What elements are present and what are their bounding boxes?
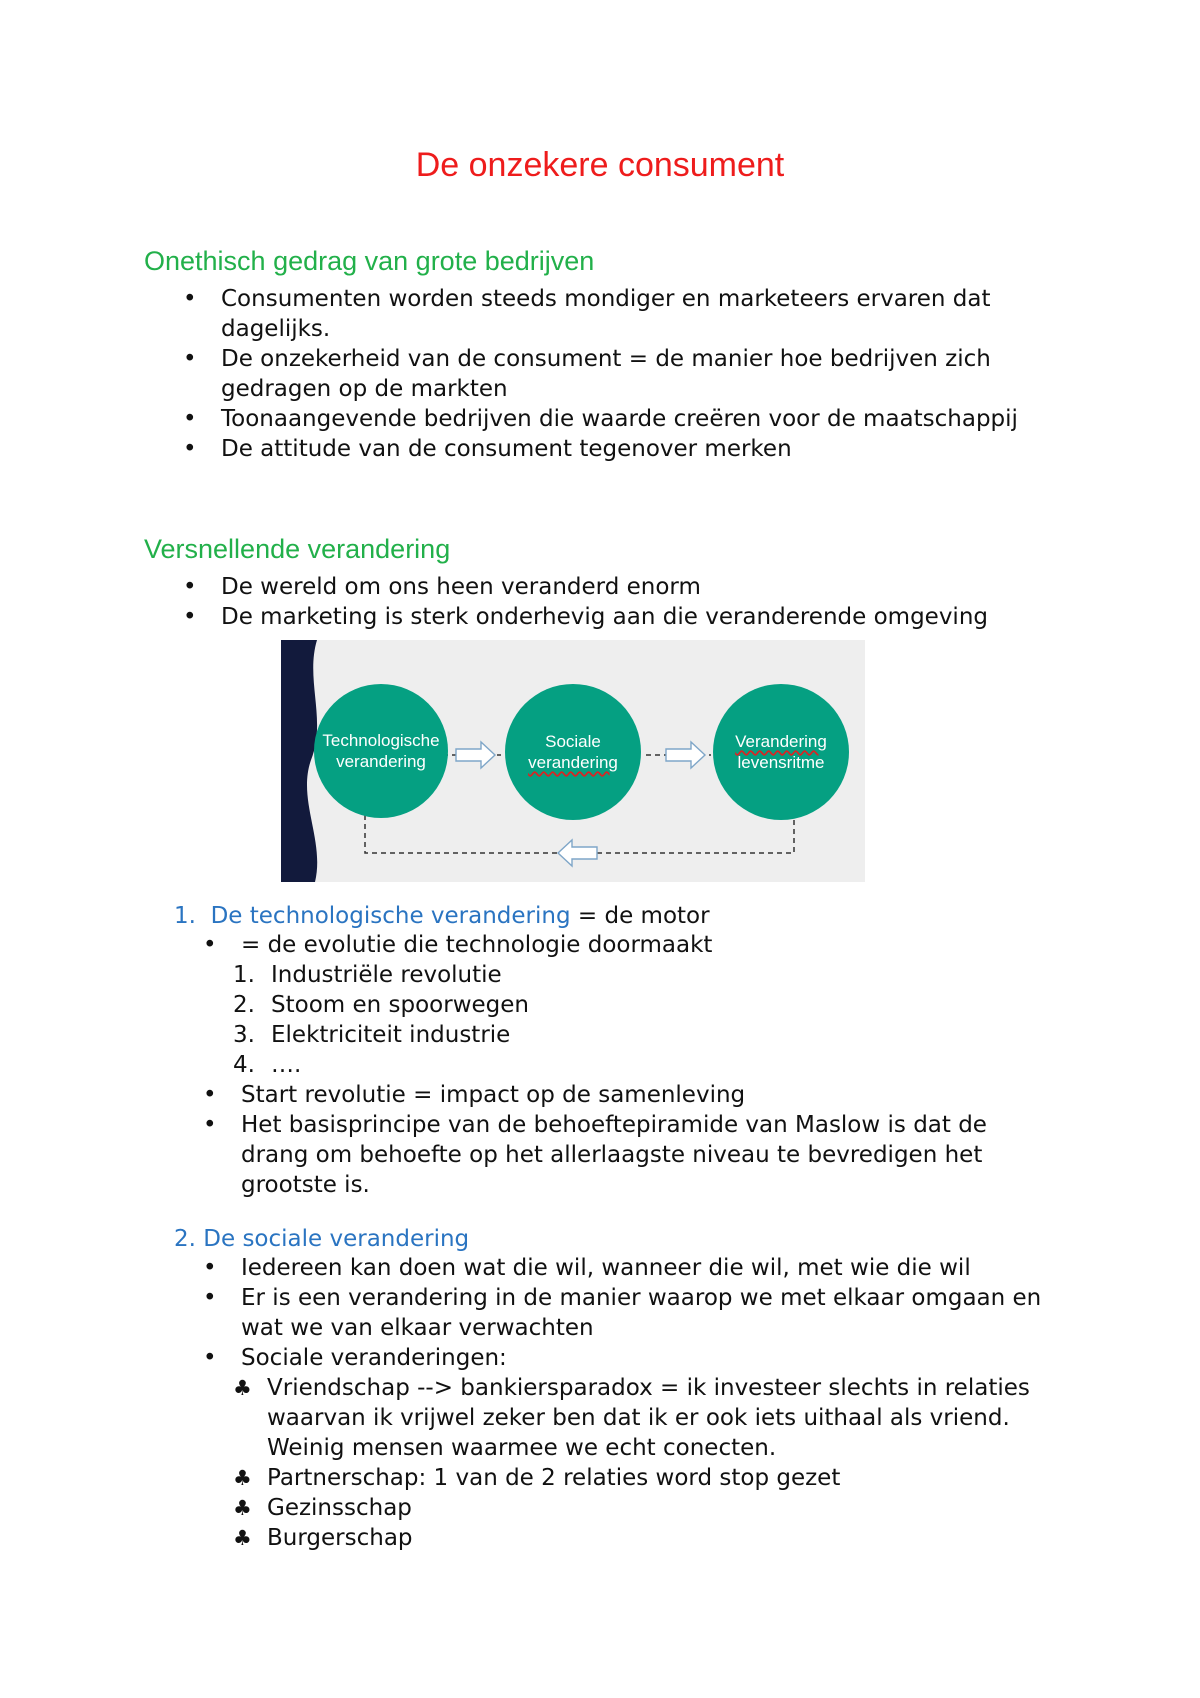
item-number: 4. [233, 1052, 255, 1078]
subheading-text: De sociale verandering [203, 1226, 470, 1252]
list-item [233, 990, 933, 1020]
subheading-suffix: = de motor [570, 903, 710, 929]
node-lifestyle-change [713, 684, 849, 820]
list-item: ♣ Vriendschap --> bankiersparadox = ik investeer slechts in relaties waarvan ik vrijwel zeker ben dat ik er ook iets uithaal als vriend. Weinig mensen waarmee we echt conecten. [233, 1373, 1053, 1463]
subheading-technological [174, 903, 710, 929]
list-item: • Iedereen kan doen wat die wil, wanneer die wil, met wie die wil [203, 1253, 1063, 1283]
item-text: …. [271, 1052, 302, 1078]
list-item: ♣ Burgerschap [233, 1523, 1053, 1553]
bullet-list-technological-a [203, 930, 1063, 960]
navy-band-shape [281, 640, 317, 882]
page-title: De onzekere consument [415, 146, 785, 184]
list-item [233, 1050, 933, 1080]
node-label: Sociale [545, 732, 601, 751]
item-number: 1. [233, 962, 255, 988]
list-item [233, 1020, 933, 1050]
change-cycle-diagram [281, 640, 865, 882]
subheading-number: 1. [174, 903, 196, 929]
node-technological-change [314, 684, 448, 818]
list-item: • De onzekerheid van de consument = de manier hoe bedrijven zich gedragen op de markten [183, 344, 1053, 404]
subheading-number: 2. [174, 1226, 196, 1252]
list-item: • Consumenten worden steeds mondiger en marketeers ervaren dat dagelijks. [183, 284, 1053, 344]
list-item: • Er is een verandering in de manier waarop we met elkaar omgaan en wat we van elkaar verwachten [203, 1283, 1063, 1343]
list-item: • Toonaangevende bedrijven die waarde creëren voor de maatschappij [183, 404, 1053, 434]
list-item: • De marketing is sterk onderhevig aan die veranderende omgeving [183, 602, 1083, 632]
club-list-social-changes [233, 1373, 1053, 1553]
bullet-list-accelerating-change [183, 572, 1083, 632]
arrow-right-icon [456, 742, 495, 768]
bullet-list-unethical [183, 284, 1053, 464]
arrow-right-icon [666, 742, 705, 768]
list-item [233, 960, 933, 990]
list-item: • De attitude van de consument tegenover merken [183, 434, 1053, 464]
item-number: 3. [233, 1022, 255, 1048]
subheading-social [174, 1226, 469, 1252]
section-heading-accelerating-change: Versnellende verandering [144, 534, 451, 564]
node-label: verandering [528, 753, 618, 772]
list-item: • = de evolutie die technologie doormaakt [203, 930, 1063, 960]
arrow-left-icon [558, 840, 597, 866]
section-heading-unethical: Onethisch gedrag van grote bedrijven [144, 246, 595, 276]
node-label: verandering [336, 752, 426, 771]
bullet-list-technological-b [203, 1080, 1053, 1200]
numbered-list-revolutions [233, 960, 933, 1080]
list-item: ♣ Gezinsschap [233, 1493, 1053, 1523]
list-item: • Start revolutie = impact op de samenleving [203, 1080, 1053, 1110]
list-item: • De wereld om ons heen veranderd enorm [183, 572, 1083, 602]
node-label: Technologische [322, 731, 440, 750]
item-text: Elektriciteit industrie [271, 1022, 511, 1048]
list-item: ♣ Partnerschap: 1 van de 2 relaties word stop gezet [233, 1463, 1053, 1493]
list-item: • Sociale veranderingen: [203, 1343, 1063, 1373]
item-text: Stoom en spoorwegen [271, 992, 529, 1018]
list-item: • Het basisprincipe van de behoeftepiramide van Maslow is dat de drang om behoefte op het allerlaagste niveau te bevredigen het grootste is. [203, 1110, 1053, 1200]
item-number: 2. [233, 992, 255, 1018]
subheading-text: De technologische verandering [210, 903, 571, 929]
item-text: Industriële revolutie [271, 962, 502, 988]
bullet-list-social [203, 1253, 1063, 1373]
node-label: Verandering [735, 732, 827, 751]
node-label: levensritme [737, 753, 825, 772]
node-social-change [505, 684, 641, 820]
